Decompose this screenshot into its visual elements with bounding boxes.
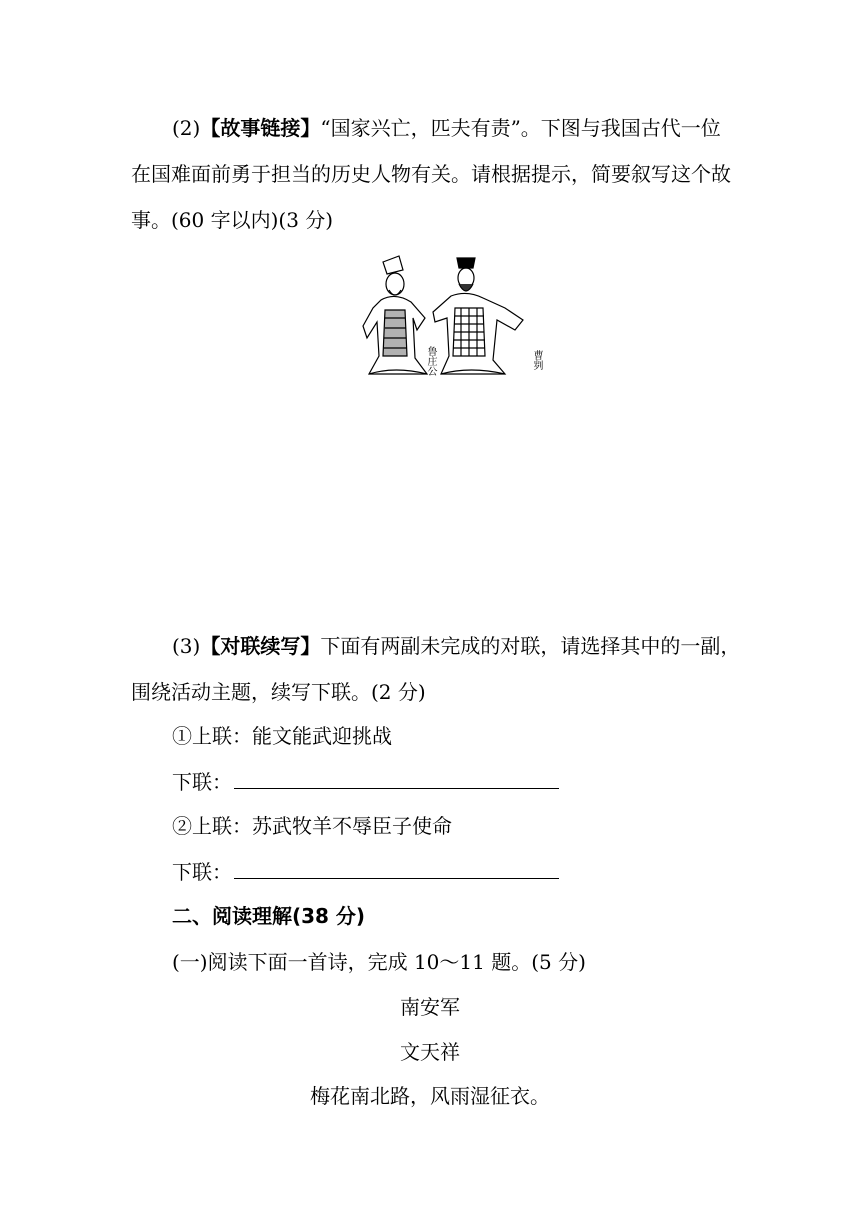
poem-title: 南安军 [400,995,460,1019]
q2-line-2: 在国难面前勇于担当的历史人物有关。请根据提示，简要叙写这个故 [131,162,731,186]
q3-item2-lower [172,858,559,886]
poem-line-1: 梅花南北路，风雨湿征衣。 [310,1084,550,1108]
q2-line-1-text: “国家兴亡，匹夫有责”。下图与我国古代一位 [320,116,721,140]
historical-figures-illustration [355,248,535,383]
q2-number: (2) [172,116,201,140]
q3-item2-upper: ②上联：苏武牧羊不辱臣子使命 [172,814,452,838]
q3-item1-lower [172,768,559,796]
q3-item1-upper: ①上联：能文能武迎挑战 [172,724,392,748]
answer-blank-2[interactable] [234,858,559,879]
poem-author: 文天祥 [400,1040,460,1064]
figure-label-duke-zhuang: 鲁庄公 [425,346,436,376]
q3-number: (3) [172,634,201,658]
q2-tag: 【故事链接】 [200,116,321,140]
figure-label-cao-gui: 曹刿 [531,350,542,370]
section2-subheading: (一)阅读下面一首诗，完成 10～11 题。(5 分) [172,950,586,974]
answer-blank-1[interactable] [234,768,559,789]
q3-tag: 【对联续写】 [200,634,321,658]
section2-heading: 二、阅读理解(38 分) [172,904,366,928]
q3-item1-lower-label: 下联： [172,770,232,794]
q3-item2-lower-label: 下联： [172,860,232,884]
q3-line-2: 围绕活动主题，续写下联。(2 分) [131,680,426,704]
q3-line-1 [172,632,740,660]
q2-line-1 [172,114,721,142]
q3-line-1-text: 下面有两副未完成的对联，请选择其中的一副， [320,634,741,658]
q2-line-3: 事。(60 字以内)(3 分) [131,208,334,232]
